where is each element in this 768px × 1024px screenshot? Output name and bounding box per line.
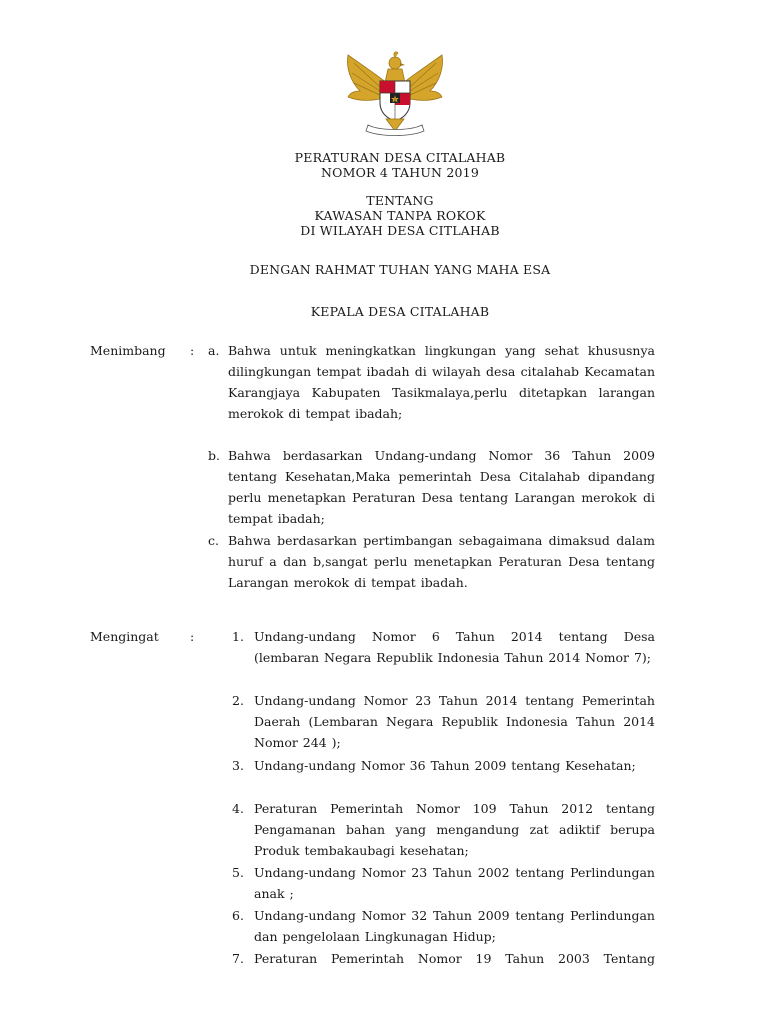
menimbang-marker-b: b.	[208, 448, 220, 463]
mengingat-item-3: Undang-undang Nomor 36 Tahun 2009 tentang Kesehatan;	[254, 758, 636, 773]
title-line-1: PERATURAN DESA CITALAHAB	[294, 150, 506, 165]
mengingat-marker-3: 3.	[232, 758, 244, 773]
mengingat-item-7: Peraturan Pemerintah Nomor 19 Tahun 2003 Tentang	[254, 951, 655, 966]
subject-line-1: KAWASAN TANPA ROKOK	[314, 208, 486, 223]
menimbang-marker-a: a.	[208, 343, 220, 358]
mengingat-item-5: Undang-undang Nomor 23 Tahun 2002 tentang Perlindungan anak ;	[254, 865, 655, 901]
about-label: TENTANG	[366, 193, 434, 208]
mengingat-marker-6: 6.	[232, 908, 244, 923]
mengingat-label: Mengingat	[90, 629, 159, 644]
authority: KEPALA DESA CITALAHAB	[310, 304, 490, 319]
menimbang-item-b: Bahwa berdasarkan Undang-undang Nomor 36 Tahun 2009 tentang Kesehatan,Maka pemerintah Desa Citalahab dipandang perlu menetapkan Peraturan Desa tentang Larangan merokok di tempat ibadah;	[228, 448, 655, 526]
title-line-2: NOMOR 4 TAHUN 2019	[321, 165, 479, 180]
regulation-title	[0, 150, 768, 180]
menimbang-label: Menimbang	[90, 343, 166, 358]
mengingat-marker-5: 5.	[232, 865, 244, 880]
mengingat-colon: :	[190, 629, 195, 644]
mengingat-item-1: Undang-undang Nomor 6 Tahun 2014 tentang Desa (lembaran Negara Republik Indonesia Tahun 2014 Nomor 7);	[254, 629, 655, 665]
mengingat-item-4: Peraturan Pemerintah Nomor 109 Tahun 2012 tentang Pengamanan bahan yang mengandung zat adiktif berupa Produk tembakaubagi kesehatan;	[254, 801, 655, 858]
garuda-pancasila-emblem-icon	[340, 47, 450, 139]
menimbang-item-a: Bahwa untuk meningkatkan lingkungan yang sehat khususnya dilingkungan tempat ibadah di wilayah desa citalahab Kecamatan Karangjaya Kabupaten Tasikmalaya,perlu ditetapkan larangan merokok di tempat ibadah;	[228, 343, 655, 421]
mengingat-item-6: Undang-undang Nomor 32 Tahun 2009 tentang Perlindungan dan pengelolaan Lingkunagan Hidup;	[254, 908, 655, 944]
menimbang-item-c: Bahwa berdasarkan pertimbangan sebagaimana dimaksud dalam huruf a dan b,sangat perlu menetapkan Peraturan Desa tentang Larangan merokok di tempat ibadah.	[228, 533, 655, 590]
subject-line-2: DI WILAYAH DESA CITLAHAB	[300, 223, 500, 238]
mengingat-item-2: Undang-undang Nomor 23 Tahun 2014 tentang Pemerintah Daerah (Lembaran Negara Republik Indonesia Tahun 2014 Nomor 244 );	[254, 693, 655, 750]
mengingat-marker-7: 7.	[232, 951, 244, 966]
menimbang-colon: :	[190, 343, 195, 358]
mengingat-marker-1: 1.	[232, 629, 244, 644]
invocation: DENGAN RAHMAT TUHAN YANG MAHA ESA	[249, 262, 551, 277]
mengingat-marker-4: 4.	[232, 801, 244, 816]
menimbang-marker-c: c.	[208, 533, 219, 548]
mengingat-marker-2: 2.	[232, 693, 244, 708]
regulation-subject	[0, 193, 768, 238]
